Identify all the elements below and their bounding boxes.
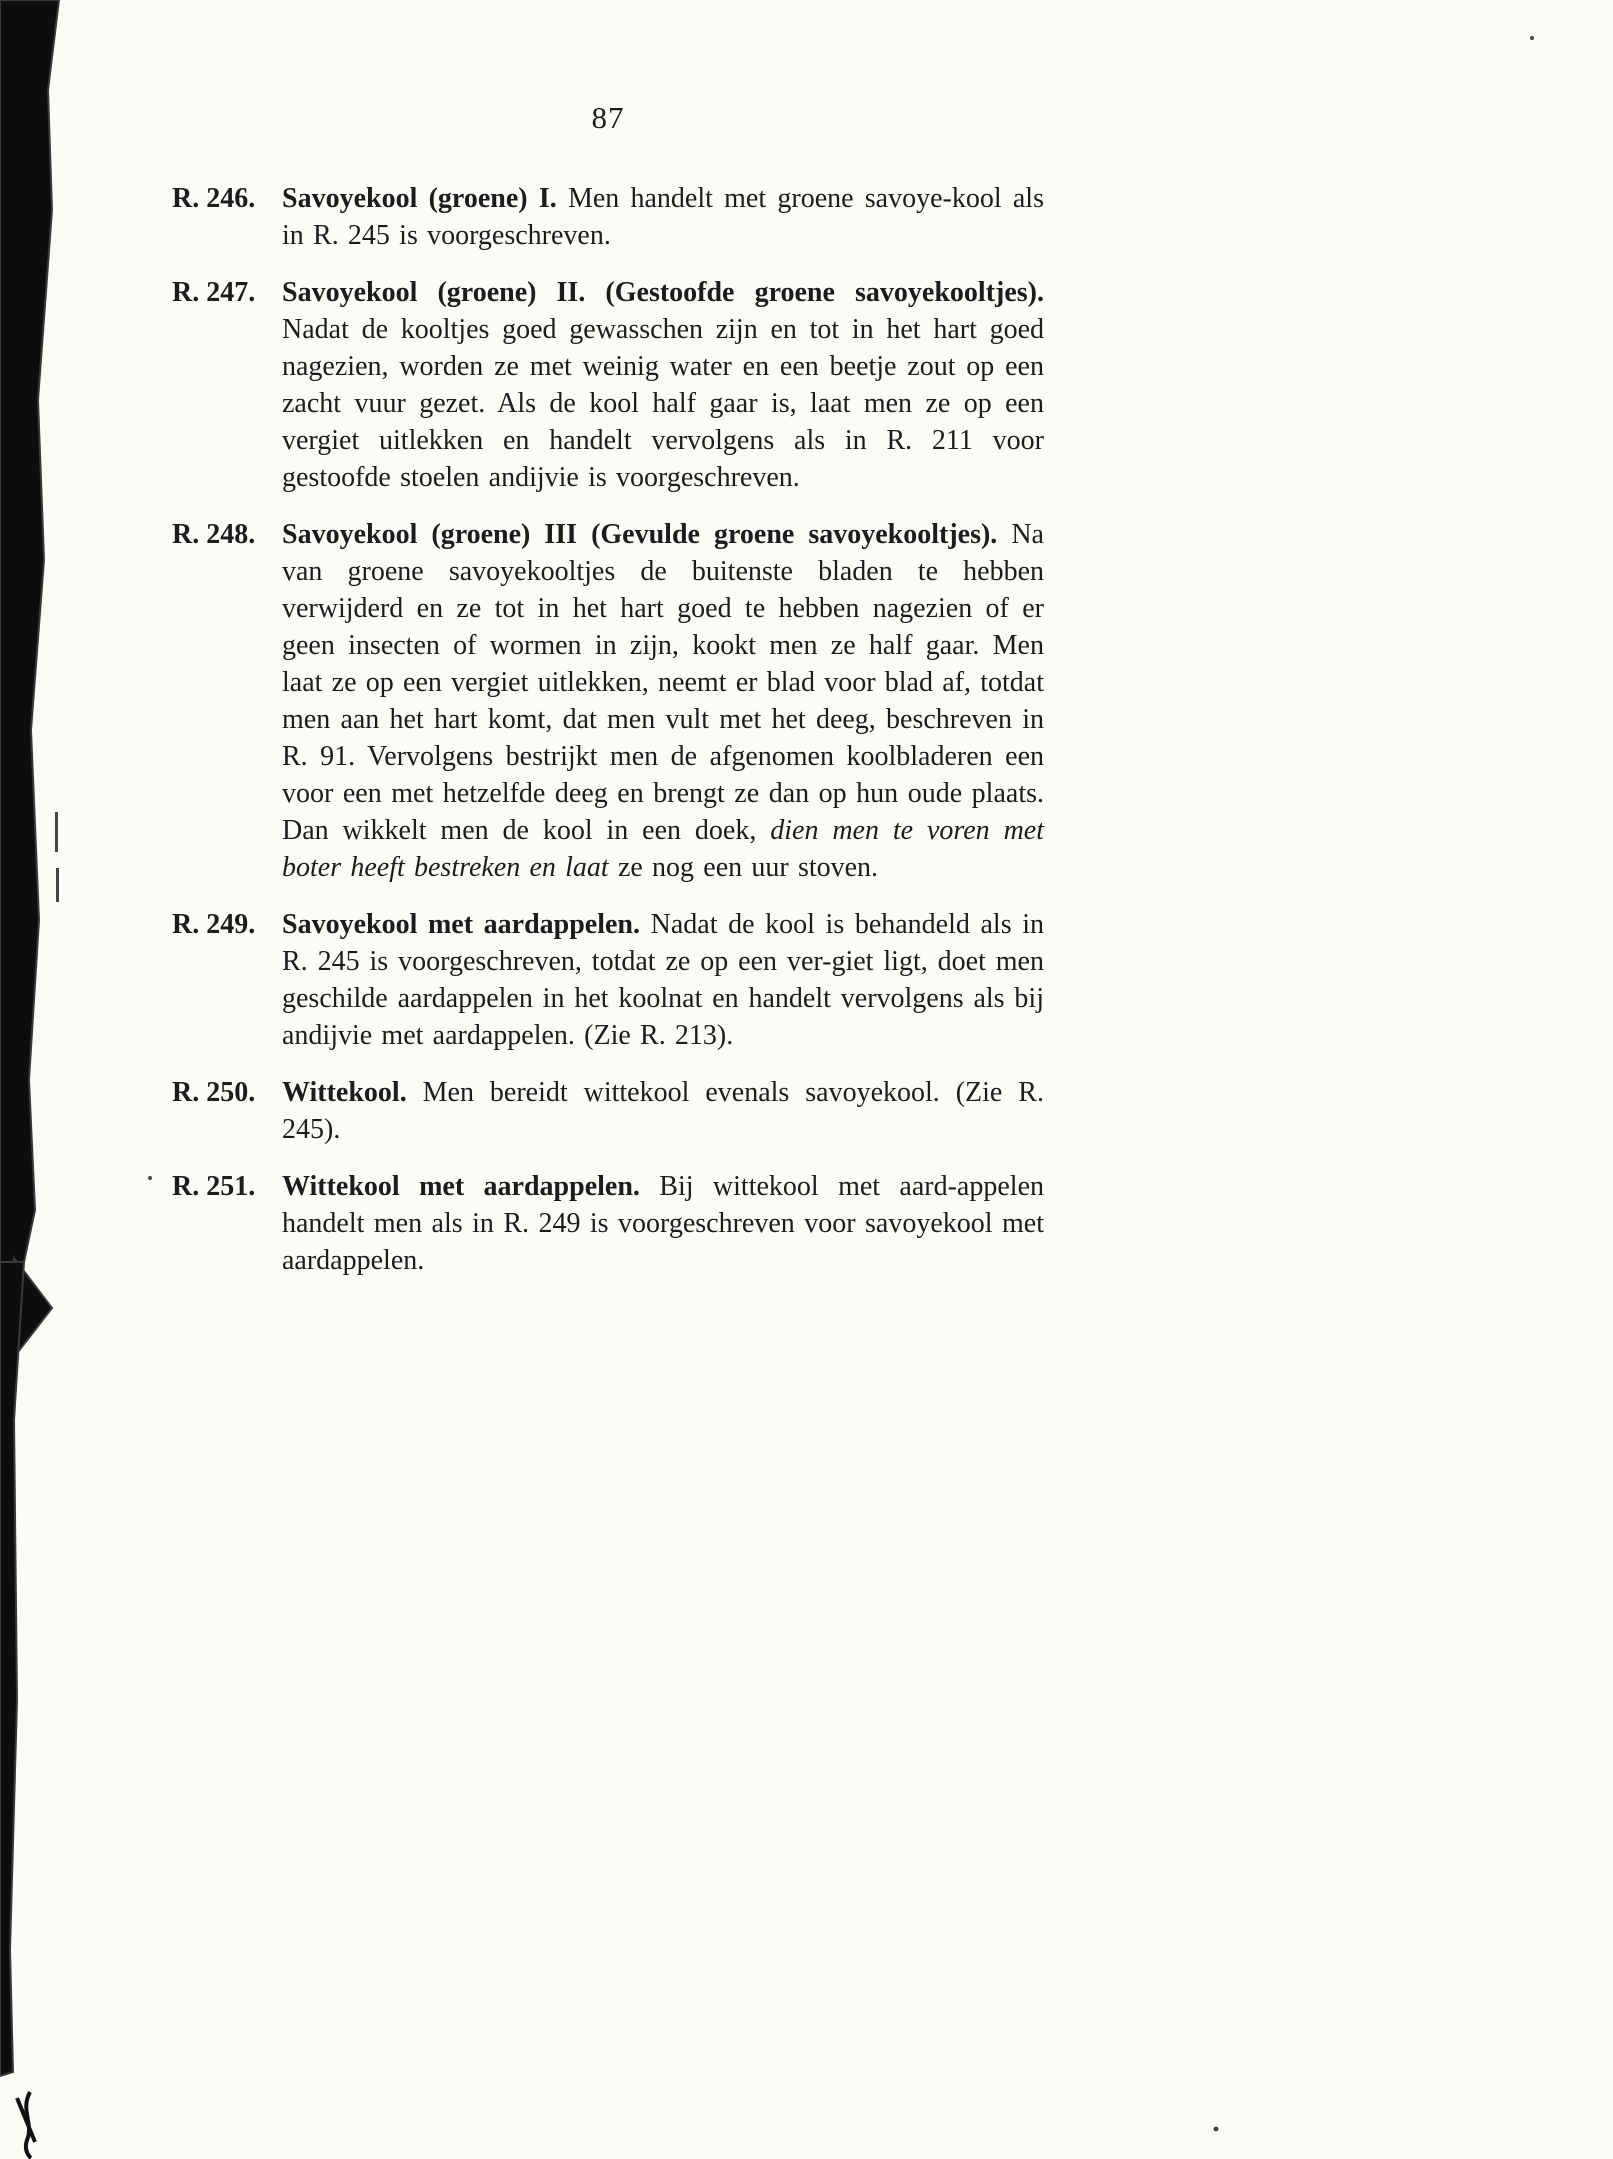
recipe-body: Nadat de kooltjes goed gewasschen zijn en tot in het hart goed nagezien, worden ze met weinig water en een beetje zout op een zacht vuur gezet. Als de kool half gaar is, laat men ze op een vergiet uitlekken en handelt vervolgens als in R. 211 voor gestoofde stoelen andijvie is voorgeschreven. xyxy=(282,314,1044,493)
recipe-title: Savoyekool met aardappelen. xyxy=(282,909,641,940)
recipe-text xyxy=(282,180,1044,254)
recipe-list xyxy=(172,180,1044,1279)
bottom-squiggle-mark xyxy=(26,2092,31,2158)
recipe-entry xyxy=(172,180,1044,254)
recipe-title: Wittekool. xyxy=(282,1077,407,1108)
recipe-entry xyxy=(172,1168,1044,1279)
binding-arrow-mark xyxy=(8,1258,52,1352)
recipe-number: R. 246. xyxy=(172,183,256,214)
scan-dot-speck xyxy=(1214,2127,1219,2132)
recipe-title: Savoyekool (groene) I. xyxy=(282,183,557,214)
binding-band xyxy=(0,0,59,1262)
recipe-body: Men handelt met groene savoye-kool als in R. 245 is voorgeschreven. xyxy=(282,183,1044,251)
recipe-entry xyxy=(172,906,1044,1054)
recipe-number: R. 247. xyxy=(172,277,256,308)
scan-dot-speck xyxy=(148,1176,152,1180)
recipe-number: R. 251. xyxy=(172,1171,256,1202)
recipe-entry xyxy=(172,274,1044,496)
page-content xyxy=(172,100,1044,1299)
recipe-entry xyxy=(172,1074,1044,1148)
scan-dot-speck xyxy=(1530,36,1534,40)
recipe-text xyxy=(282,906,1044,1054)
recipe-body: Na van groene savoyekooltjes de buitenste bladen te hebben verwijderd en ze tot in het hart goed te hebben nagezien of er geen insecten of wormen in zijn, kookt men ze half gaar. Men laat ze op een vergiet uitlekken, neemt er blad voor blad af, totdat men aan het hart komt, dat men vult met het deeg, beschreven in R. 91. Vervolgens bestrijkt men de afgenomen koolbladeren een voor een met hetzelfde deeg en brengt ze dan op hun oude plaats. Dan wikkelt men de kool in een doek, dien men te voren met boter heeft bestreken en laat ze nog een uur stoven. xyxy=(282,519,1044,883)
recipe-number: R. 249. xyxy=(172,909,256,940)
recipe-text xyxy=(282,1074,1044,1148)
recipe-body: Nadat de kool is behandeld als in R. 245 is voorgeschreven, totdat ze op een ver-giet ligt, doet men geschilde aardappelen in het koolnat en handelt vervolgens als bij andijvie met aardappelen. (Zie R. 213). xyxy=(282,909,1045,1051)
recipe-title: Wittekool met aardappelen. xyxy=(282,1171,640,1202)
recipe-body: Bij wittekool met aard-appelen handelt men als in R. 249 is voorgeschreven voor savoyekool met aardappelen. xyxy=(282,1171,1044,1276)
recipe-body: Men bereidt wittekool evenals savoyekool. (Zie R. 245). xyxy=(282,1077,1044,1145)
recipe-text xyxy=(282,274,1044,496)
binding-strip-lower xyxy=(0,1262,24,2076)
recipe-entry xyxy=(172,516,1044,886)
recipe-number: R. 248. xyxy=(172,519,256,550)
scan-dash-speck xyxy=(56,868,59,902)
scan-dash-speck xyxy=(55,812,58,852)
page-number: 87 xyxy=(591,100,625,135)
recipe-number: R. 250. xyxy=(172,1077,256,1108)
bottom-squiggle-mark-2 xyxy=(17,2098,35,2142)
recipe-title: Savoyekool (groene) II. (Gestoofde groene savoyekooltjes). xyxy=(282,277,1044,308)
recipe-text xyxy=(282,516,1044,886)
recipe-text xyxy=(282,1168,1044,1279)
recipe-title: Savoyekool (groene) III (Gevulde groene savoyekooltjes). xyxy=(282,519,998,550)
